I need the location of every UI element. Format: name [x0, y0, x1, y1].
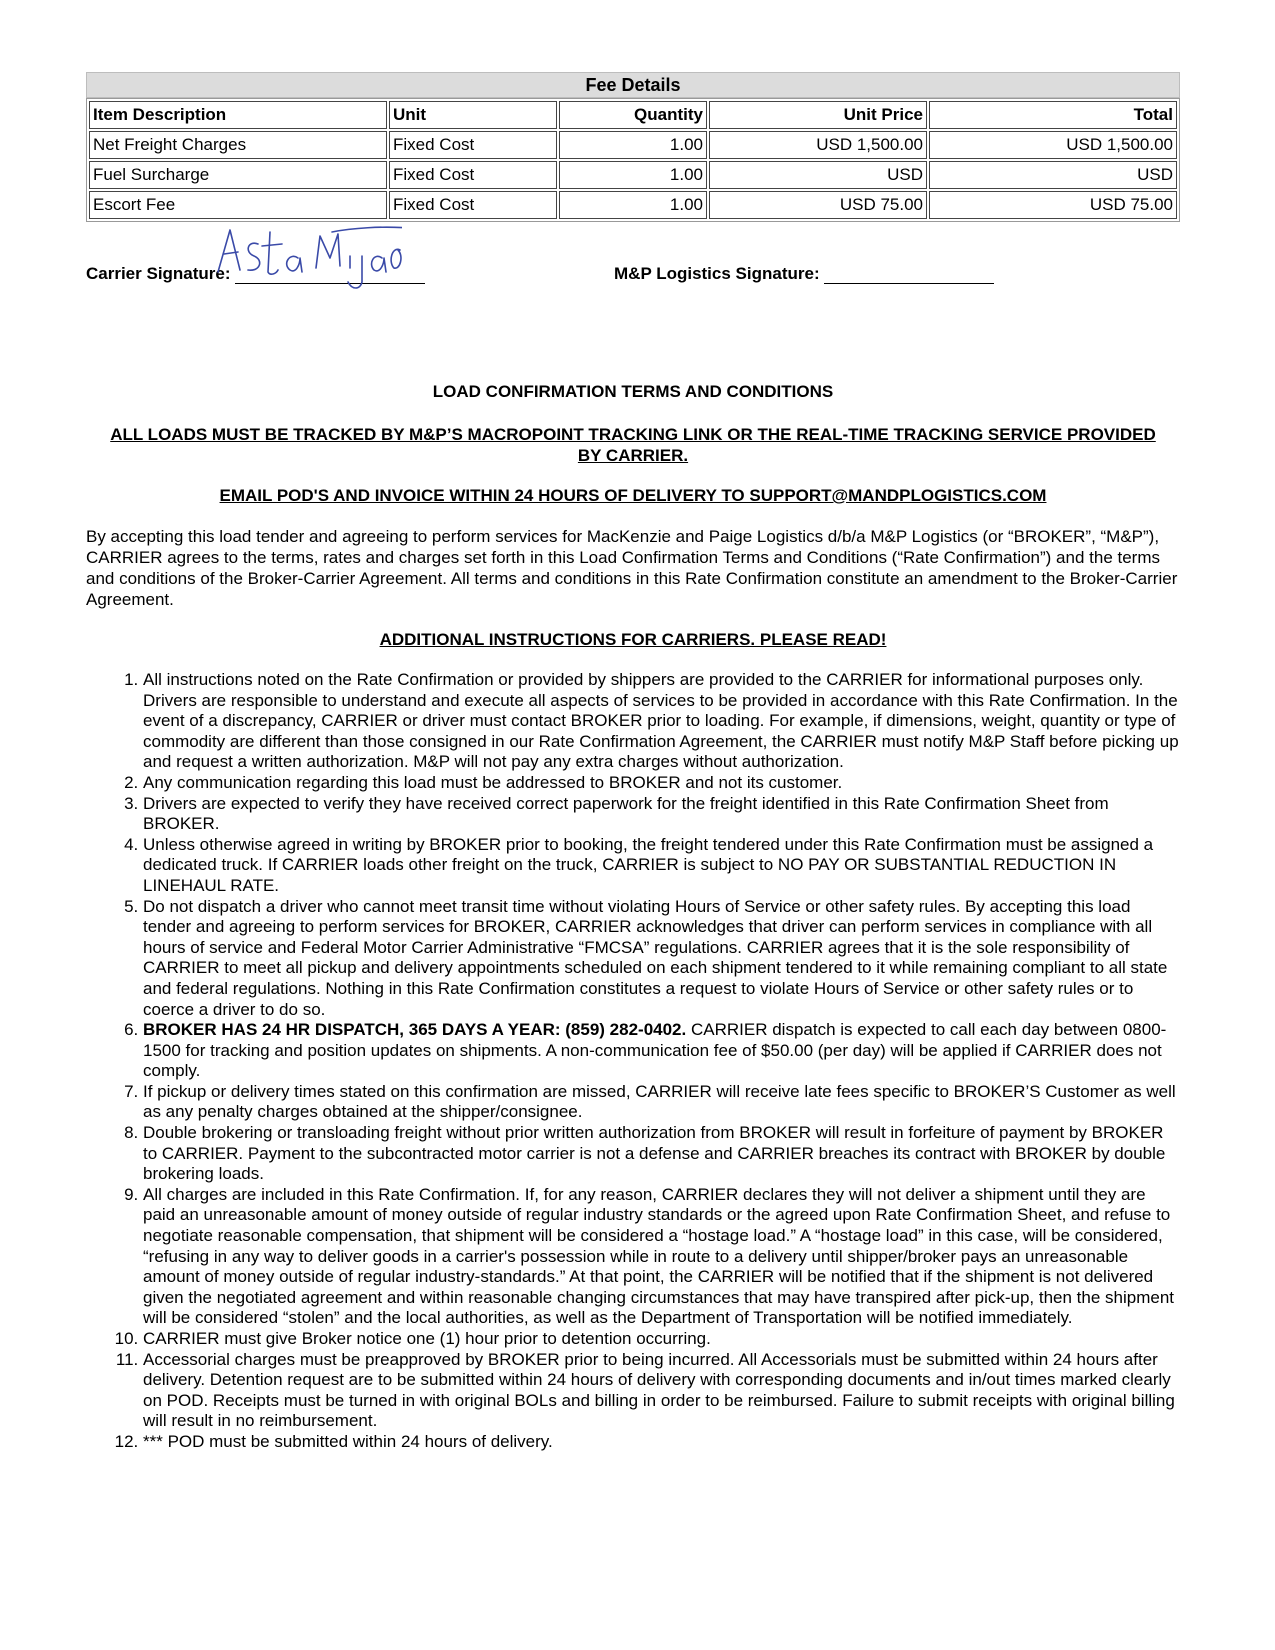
- cell-quantity: 1.00: [559, 161, 707, 189]
- carrier-handwritten-signature: [212, 222, 402, 297]
- terms-title: LOAD CONFIRMATION TERMS AND CONDITIONS: [432, 382, 834, 401]
- header-quantity: Quantity: [559, 101, 707, 129]
- list-item: 11. Accessorial charges must be preapproved by BROKER prior to being incurred. All Accessorials must be submitted within 24 hours after delivery. Detention request are to be submitted within 24 hours of delivery with corresponding documents and in/out times marked clearly on POD. Receipts must be turned in with original BOLs and billing in order to be reimbursed. Failure to submit receipts with original billing will result in no reimbursement.: [143, 1350, 1180, 1432]
- list-item: [143, 1020, 1180, 1082]
- additional-instructions-heading: ADDITIONAL INSTRUCTIONS FOR CARRIERS. PLEASE READ!: [379, 630, 887, 649]
- list-item: 10. CARRIER must give Broker notice one (1) hour prior to detention occurring.: [143, 1329, 1180, 1350]
- header-total: Total: [929, 101, 1177, 129]
- fee-details-table: [86, 98, 1180, 222]
- mp-signature-label: M&P Logistics Signature:: [614, 264, 820, 283]
- cell-total: USD 75.00: [929, 191, 1177, 219]
- cell-description: Fuel Surcharge: [89, 161, 387, 189]
- carrier-signature-label: Carrier Signature:: [86, 264, 231, 283]
- list-item: 5. Do not dispatch a driver who cannot meet transit time without violating Hours of Service or other safety rules. By accepting this load tender and agreeing to perform services for BROKER, CARRIER acknowledges that driver can perform services in compliance with all hours of service and Federal Motor Carrier Administrative “FMCSA” regulations. CARRIER agrees that it is the sole responsibility of CARRIER to meet all pickup and delivery appointments scheduled on each shipment tendered to it while remaining compliant to all state and federal regulations. Nothing in this Rate Confirmation constitutes a request to violate Hours of Service or other safety rules or to coerce a driver to do so.: [143, 897, 1180, 1021]
- cell-unit: Fixed Cost: [389, 161, 557, 189]
- list-item: 12. *** POD must be submitted within 24 hours of delivery.: [143, 1432, 1180, 1453]
- header-unit: Unit: [389, 101, 557, 129]
- signature-row: [86, 230, 1180, 300]
- cell-total: USD: [929, 161, 1177, 189]
- cell-unit-price: USD 1,500.00: [709, 131, 927, 159]
- document-page: [86, 72, 1180, 1453]
- header-unit-price: Unit Price: [709, 101, 927, 129]
- cell-unit: Fixed Cost: [389, 131, 557, 159]
- list-item: 2. Any communication regarding this load must be addressed to BROKER and not its customer.: [143, 773, 1180, 794]
- list-item: 8. Double brokering or transloading freight without prior written authorization from BROKER will result in forfeiture of payment by BROKER to CARRIER. Payment to the subcontracted motor carrier is not a defense and CARRIER breaches its contract with BROKER by double brokering loads.: [143, 1123, 1180, 1185]
- tracking-notice: ALL LOADS MUST BE TRACKED BY M&P’S MACROPOINT TRACKING LINK OR THE REAL-TIME TRACKING SERVICE PROVIDED BY CARRIER.: [110, 425, 1156, 465]
- mp-signature-block: [614, 264, 994, 284]
- cell-description: Net Freight Charges: [89, 131, 387, 159]
- list-item: 1. All instructions noted on the Rate Confirmation or provided by shippers are provided to the CARRIER for informational purposes only. Drivers are responsible to understand and execute all aspects of services to be provided in accordance with this Rate Confirmation. In the event of a discrepancy, CARRIER or driver must contact BROKER prior to loading. For example, if dimensions, weight, quantity or type of commodity are different than those consigned in our Rate Confirmation Agreement, the CARRIER must notify M&P Staff before picking up and request a written authorization. M&P will not pay any extra charges without authorization.: [143, 670, 1180, 773]
- table-row: [89, 191, 1177, 219]
- cell-total: USD 1,500.00: [929, 131, 1177, 159]
- list-item: 4. Unless otherwise agreed in writing by BROKER prior to booking, the freight tendered under this Rate Confirmation must be assigned a dedicated truck. If CARRIER loads other freight on the truck, CARRIER is subject to NO PAY OR SUBSTANTIAL REDUCTION IN LINEHAUL RATE.: [143, 835, 1180, 897]
- instructions-list: [86, 670, 1180, 1453]
- email-notice: EMAIL POD'S AND INVOICE WITHIN 24 HOURS OF DELIVERY TO SUPPORT@MANDPLOGISTICS.COM: [219, 486, 1047, 505]
- intro-paragraph: By accepting this load tender and agreeing to perform services for MacKenzie and Paige Logistics d/b/a M&P Logistics (or “BROKER”, “M&P”), CARRIER agrees to the terms, rates and charges set forth in this Load Confirmation Terms and Conditions (“Rate Confirmation”) and the terms and conditions of the Broker-Carrier Agreement. All terms and conditions in this Rate Confirmation constitute an amendment to the Broker-Carrier Agreement.: [86, 527, 1178, 609]
- list-item: 3. Drivers are expected to verify they have received correct paperwork for the freight identified in this Rate Confirmation Sheet from BROKER.: [143, 794, 1180, 835]
- table-row: [89, 161, 1177, 189]
- list-item-text: CARRIER dispatch is expected to call each day between 0800-1500 for tracking and position updates on shipments. A non-communication fee of $50.00 (per day) will be applied if CARRIER does not comply.: [143, 1020, 1167, 1081]
- table-row: [89, 131, 1177, 159]
- cell-unit-price: USD: [709, 161, 927, 189]
- cell-unit-price: USD 75.00: [709, 191, 927, 219]
- cell-unit: Fixed Cost: [389, 191, 557, 219]
- cell-description: Escort Fee: [89, 191, 387, 219]
- list-item: 7. If pickup or delivery times stated on this confirmation are missed, CARRIER will receive late fees specific to BROKER’S Customer as well as any penalty charges obtained at the shipper/consignee.: [143, 1082, 1180, 1123]
- list-item: 9. All charges are included in this Rate Confirmation. If, for any reason, CARRIER declares they will not deliver a shipment until they are paid an unreasonable amount of money outside of regular industry standards or the agreed upon Rate Confirmation Sheet, and refuse to negotiate reasonable compensation, that shipment will be considered a “hostage load.” A “hostage load” in this case, will be considered, “refusing in any way to deliver goods in a carrier's possession while in route to a delivery until shipper/broker pays an unreasonable amount of money outside of regular industry-standards.” At that point, the CARRIER will be notified that if the shipment is not delivered given the negotiated agreement and within reasonable changing circumstances that may have transpired after pick-up, then the shipment will be considered “stolen” and the local authorities, as well as the Department of Transportation will be notified immediately.: [143, 1185, 1180, 1329]
- mp-signature-line[interactable]: [824, 267, 994, 284]
- cell-quantity: 1.00: [559, 191, 707, 219]
- dispatch-phone-bold: BROKER HAS 24 HR DISPATCH, 365 DAYS A YEAR: (859) 282-0402.: [143, 1020, 687, 1040]
- header-item-description: Item Description: [89, 101, 387, 129]
- cell-quantity: 1.00: [559, 131, 707, 159]
- fee-details-title: Fee Details: [86, 72, 1180, 98]
- fee-table-header-row: [89, 101, 1177, 129]
